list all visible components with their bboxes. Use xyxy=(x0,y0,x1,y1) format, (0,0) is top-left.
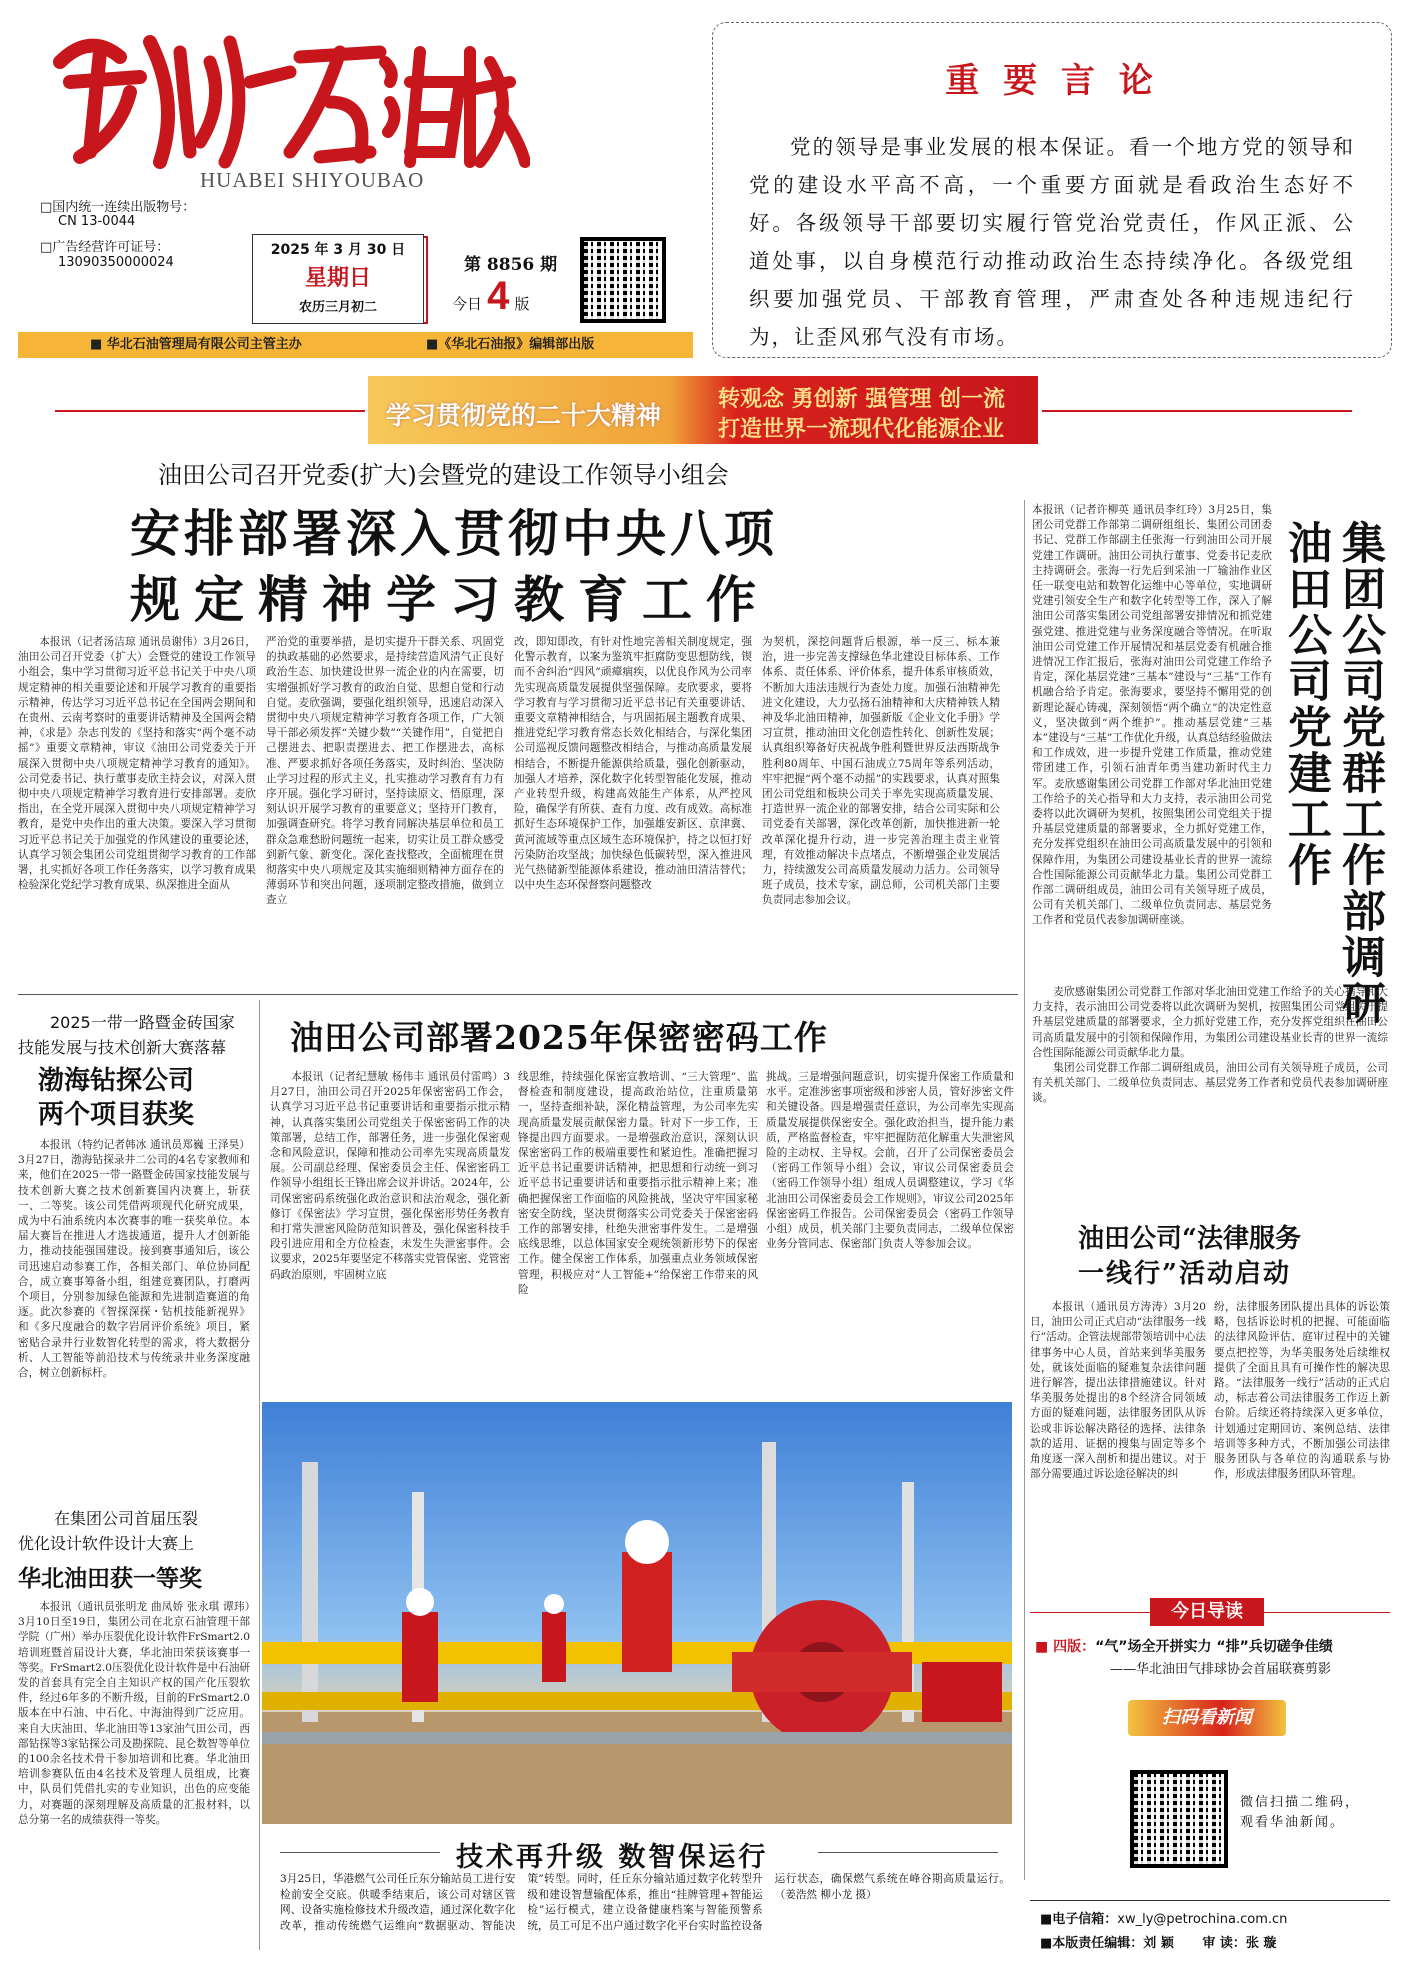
proof-label: 审 读： xyxy=(1202,1936,1246,1951)
guide-item[interactable] xyxy=(1035,1636,1395,1656)
award-subtitle-1: 在集团公司首届压裂 xyxy=(54,1509,199,1528)
award-title: 华北油田获一等奖 xyxy=(18,1565,202,1592)
guide-item-prefix: 四版： xyxy=(1053,1639,1096,1655)
footer-rule xyxy=(1030,1900,1390,1901)
quote-box xyxy=(712,22,1392,358)
lead-bottom-rule xyxy=(18,994,1018,995)
bohai-title-2: 两个项目获奖 xyxy=(38,1100,195,1130)
news-photo xyxy=(262,1402,1012,1824)
vertical-story-text: 本报讯（记者许柳英 通讯员李红玲）3月25日，集团公司党群工作部第二调研组组长、集团公司团委书记、党群工作部副主任张海一行到油田公司开展党建工作调研。油田公司执行董事、党委书记麦欣主持调研会。张海一行先后到采油一厂输油作业区任一联变电站和数智化运维中心等单位，实地调研党建引领安全生产和数字化转型等工作，深入了解油田公司落实集团公司党组部署安排情况和抓党建强党建、推进党建与业务深度融合等情况。在听取油田公司党建工作开展情况和基层党委有机融合推进情况工作汇报后，张海对油田公司党建工作给予肯定，深化基层党建“三基本”建设与“三基”工作有机融合给予肯定。张海要求，要坚持不懈用党的创新理论凝心铸魂，深刻领悟“两个确立”的决定性意义，坚决做到“两个维护”。推动基层党建“三基本”建设与“三基”工作优化升级，认真总结经验做法和工作成效，进一步提升党建工作质量，推动党建带团建工作，引领石油青年勇当建功新时代主力军。麦欣感谢集团公司党群工作部对华北油田党建工作给予的关心指导和大力支持，表示油田公司党委将以此次调研为契机，按照集团公司党组关于提升基层党建质量的部署要求，全力抓好党建工作，充分发挥党组织在油田公司高质量发展中的引领和保障作用，为集团公司建设基业长青的世界一流综合性国际能源公司贡献华北力量。集团公司党群工作部二调研组成员，油田公司有关领导班子成员，公司有关机关部门、二级单位负责同志、基层党务工作者和党员代表参加调研座谈。 xyxy=(1032,504,1272,927)
right-column-divider xyxy=(1024,500,1025,1880)
secrecy-column-2: 线思维，持续强化保密宣教培训、“三大管理”、监督检查和制度建设，提高政治站位，注重质量第一，坚持查细补缺，深化精益管理，为公司率先实现高质量发展贡献保密力量。针对下一步工作，王锋提出四方面要求。一是增强政治意识，深刻认识保密密码工作的极端重要性和紧迫性。准确把握习近平总书记重要讲话精神，把思想和行动统一到习近平总书记重要讲话和重要指示批示精神上来；准确把握保密工作面临的风险挑战，坚决守牢国家秘密安全防线，坚决贯彻落实公司党委关于保密密码工作的部署安排，杜绝失泄密事件发生。二是增强底线思维，以总体国家安全观统领新形势下的保密工作。健全保密工作体系，加强重点业务领域保密管理，积极应对“人工智能+”给保密工作带来的风险 xyxy=(518,1071,758,1296)
award-text: 本报讯（通讯员张明龙 曲凤娇 张永琪 谭玮）3月10日至19日，集团公司在北京石油管理干部学院（广州）举办压裂优化设计软件FrSmart2.0培训班暨首届设计大赛，华北油田荣获该赛事一等奖。FrSmart2.0压裂优化设计软件是中石油研发的首套具有完全自主知识产权的国产化压裂软件，经过6年多的不断升级，目前的FrSmart2.0版本在中石油、中石化、中海油得到广泛应用。来自大庆油田、华北油田等13家油气田公司，西部钻探等3家钻探公司及勘探院、昆仑数智等单位的100余名技术骨干参加培训和比赛。华北油田培训参赛队伍由4名技术及管理人员组成，比赛中，队员们凭借扎实的专业知识，出色的应变能力，对赛题的深刻理解及高质量的汇报材料，以总分第一名的成绩获得一等奖。 xyxy=(18,1601,250,1826)
photo-caption-text: 3月25日，华港燃气公司任丘东分输站员工进行安检前安全交底。供暖季结束后，该公司对辖区管网、设备实施检修技术升级改造，通过深化数字化改革，推动传统燃气运维向“数据驱动、智能决策”转型。同时，任丘东分输站通过数字化转型升级和建设智慧输配体系，推出“挂牌管理+智能运检”运行模式，建立设备健康档案与智能预警系统，员工可足不出户通过数字化平台实时监控设备运行状态，确保燃气系统在峰谷期高质量运行。 xyxy=(280,1873,1010,1932)
lead-title-1: 安排部署深入贯彻中央八项 xyxy=(130,505,778,563)
issue-date: 2025 年 3 月 30 日 xyxy=(270,242,406,258)
sponsor-bar xyxy=(18,332,693,358)
guide-item-sub: ——华北油田气排球协会首届联赛剪影 xyxy=(1110,1662,1332,1677)
quote-text: 党的领导是事业发展的根本保证。看一个地方党的领导和党的建设水平高不高，一个重要方面就是看政治生态好不好。各级领导干部要切实履行管党治党责任，作风正派、公道处事，以自身模范行动推动政治生态持续净化。各级党组织要加强党员、干部教育管理，严肃查处各种违规违纪行为，让歪风邪气没有市场。 xyxy=(749,135,1355,349)
weekday: 星期日 xyxy=(304,265,371,291)
lunar-date: 农历三月初二 xyxy=(298,300,377,315)
footer-editor xyxy=(1040,1932,1276,1951)
bohai-subtitle-1: 2025一带一路暨金砖国家 xyxy=(50,1013,235,1032)
proof-name: 张 璇 xyxy=(1245,1936,1277,1951)
masthead-logo-art xyxy=(50,22,530,172)
vertical-story-title-text: 集团公司党群工作部调研油田公司党建工作 xyxy=(1280,520,1385,1026)
vertical-story-tail: 麦欣感谢集团公司党群工作部对华北油田党建工作给予的关心指导和大力支持，表示油田公司党委将以此次调研为契机，按照集团公司党组关于提升基层党建质量的部署要求，全力抓好党建工作，充分发挥党组织在油田公司高质量发展中的引领和保障作用，为集团公司建设基业长青的世界一流综合性国际能源公司贡献华北力量。 xyxy=(1032,986,1388,1059)
banner-right-line2: 打造世界一流现代化能源企业 xyxy=(718,416,1005,442)
lead-column-3: 改，即知即改，有针对性地完善相关制度规定，强化警示教育，以案为鉴筑牢拒腐防变思想防线，锲而不舍纠治“四风”顽瘴痼疾，以优良作风为公司率先实现高质量发展提供坚强保障。麦欣要求，要将学习教育与学习贯彻习近平总书记有关重要讲话、重要文章精神相结合，与巩固拓展主题教育成果、推进党纪学习教育常态长效化相结合，与深化集团公司巡视反馈问题整改相结合，与推动高质量发展相结合，不断提升能源供给质量，强化创新驱动，加强人才培养，深化数字化转型智能化发展，推动产业转型升级，构建高效能生产体系，从严控风险，确保学有所获、查有力度、改有成效。高标准抓好生态环境保护工作，加强雄安新区、京津冀、黄河流域等重点区域生态环境保护，持之以恒打好污染防治攻坚战；加快绿色低碳转型，深入推进风光气热储新型能源体系建设，推动油田清洁替代；以中央生态环保督察问题整改 xyxy=(514,636,752,892)
secrecy-column-3: 挑战。三是增强问题意识，切实提升保密工作质量和水平。定准涉密事项密级和涉密人员，管好涉密文件和关键设备。四是增强责任意识，为公司率先实现高质量发展提供保密安全。强化政治担当，提升能力素质，严格监督检查，牢牢把握防范化解重大失泄密风险的主动权、主导权。会前，召开了公司保密委员会（密码工作领导小组）会议，审议公司保密委员会（密码工作领导小组）组成人员调整建议，学习《华北油田公司保密委员会工作规则》，审议公司2025年保密密码工作报告。公司保密委员会（密码工作领导小组）成员，机关部门主要负责同志，二级单位保密业务分管同志、保密部门负责人等参加会议。 xyxy=(766,1071,1014,1251)
bohai-text: 本报讯（特约记者韩冰 通讯员郑巍 王泽昊）3月27日，渤海钻探录井二公司的4名专家教师和来，他们在2025一带一路暨金砖国家技能发展与技术创新大赛之技术创新赛国内决赛上，斩获一、二等奖。该公司凭借两项现代化研究成果，成为中石油系统内本次赛事的唯一获奖单位。本届大赛旨在推进人才选拔通道，提升人才创新能力，推动技能强国建设。接到赛事通知后，该公司迅速启动参赛工作，各相关部门、单位协同配合，成立赛事筹备小组，组建竞赛团队，打磨两个项目，分别参加绿色能源和先进制造赛道的角逐。此次参赛的《智探深探・钻机技能新视界》和《多尺度融合的数字岩屑评价系统》项目，紧密贴合录井行业数智化转型的需求，将大数据分析、人工智能等前沿技术与传统录井业务深度融合，树立创新标杆。 xyxy=(18,1139,250,1380)
masthead-logo xyxy=(50,22,530,172)
scan-banner-text: 扫码看新闻 xyxy=(1162,1707,1252,1728)
guide-title: 今日导读 xyxy=(1150,1598,1264,1626)
vertical-story-title xyxy=(1278,520,1388,1040)
photo-caption-credit: （姜浩然 柳小龙 摄） xyxy=(774,1888,877,1901)
secrecy-title: 油田公司部署2025年保密密码工作 xyxy=(290,1018,828,1057)
ad-number: 13090350000024 xyxy=(58,255,174,270)
legal-column-1: 本报讯（通讯员方涛涛）3月20日，油田公司正式启动“法律服务一线行”活动。企管法规部带领培训中心法律事务中心人员，首站来到华美服务处，就该处面临的疑难复杂法律问题进行解答，提出法律措施建议。针对华美服务处提出的8个经济合同领域方面的疑难问题，法律服务团队从诉讼或非诉讼解决路径的选择、法律条款的适用、证据的搜集与固定等多个角度逐一深入剖析和提出建议。对于部分需要通过诉讼途径解决的纠 xyxy=(1030,1301,1206,1481)
banner-right-line1: 转观念 勇创新 强管理 创一流 xyxy=(718,386,1005,412)
legal-column-2: 纷，法律服务团队提出具体的诉讼策略，包括诉讼时机的把握、可能面临的法律风险评估、庭审过程中的关键要点把控等，为华美服务处后续维权提供了全面且具有可操作性的解决思路。“法律服务一线行”活动的正式启动，标志着公司法律服务工作迈上新台阶。后续还将持续深入更多单位，计划通过定期回访、案例总结、法律培训等多种方式，不断加强公司法律服务团队与各单位的沟通联系与协作，形成法律服务团队环管理。 xyxy=(1214,1301,1390,1481)
issue-number: 第 8856 期 xyxy=(464,255,558,275)
ad-label: □广告经营许可证号： xyxy=(40,240,170,255)
editor-label: ■本版责任编辑： xyxy=(1040,1936,1144,1951)
date-box-inner xyxy=(252,234,424,324)
pages-suffix: 版 xyxy=(514,295,530,313)
footer-email xyxy=(1040,1908,1287,1927)
email-label: ■电子信箱： xyxy=(1040,1912,1118,1927)
lead-subtitle: 油田公司召开党委(扩大)会暨党的建设工作领导小组会 xyxy=(158,461,729,489)
left-column-divider xyxy=(259,1000,260,1950)
photo-caption-rule-left xyxy=(280,1852,440,1853)
quote-title: 重 要 言 论 xyxy=(945,61,1159,101)
masthead-qr-code[interactable] xyxy=(580,237,666,323)
bohai-title-1: 渤海钻探公司 xyxy=(38,1066,195,1096)
photo-art xyxy=(262,1402,1012,1824)
vertical-story-attendees: 集团公司党群工作部二调研组成员，油田公司有关领导班子成员，公司有关机关部门、二级单位负责同志、基层党务工作者和党员代表参加调研座谈。 xyxy=(1032,1062,1388,1105)
pages-today xyxy=(452,274,529,319)
banner-left-text: 学习贯彻党的二十大精神 xyxy=(386,401,662,430)
lead-column-1: 本报讯（记者汤洁琼 通讯员谢伟）3月26日，油田公司召开党委（扩大）会暨党的建设工作领导小组会，集中学习贯彻习近平总书记关于中央八项规定精神的相关重要论述和开展学习教育的重要指示精神，传达学习习近平总书记在全国两会期间和在贵州、云南考察时的重要讲话精神及全国两会精神，《求是》杂志刊发的《坚持和落实“两个毫不动摇”》重要文章精神，审议《油田公司党委关于开展深入贯彻中央八项规定精神学习教育的通知》。公司党委书记、执行董事麦欣主持会议，对深入贯彻中央八项规定精神学习教育进行安排部署。麦欣指出，在全党开展深入贯彻中央八项规定精神学习教育，是党中央作出的重大决策。要深入学习贯彻习近平总书记关于加强党的作风建设的重要论述，认真学习领会集团公司党组贯彻学习教育的工作部署，扎实抓好各项工作任务落实，以学习教育成果检验深化党纪学习教育成果、纵深推进全面从 xyxy=(18,636,256,892)
guide-bullet-icon: ■ xyxy=(1035,1639,1054,1655)
bohai-subtitle-2: 技能发展与技术创新大赛落幕 xyxy=(18,1038,227,1057)
editor-name: 刘 颖 xyxy=(1143,1936,1174,1951)
cn-label: □国内统一连续出版物号： xyxy=(40,200,196,215)
banner-rule-left xyxy=(55,410,365,412)
masthead-pinyin: HUABEI SHIYOUBAO xyxy=(200,168,425,192)
cn-number: CN 13-0044 xyxy=(58,214,136,229)
lead-title-2: 规定精神学习教育工作 xyxy=(130,571,770,629)
photo-caption xyxy=(280,1872,1010,1968)
scan-instructions: 微信扫描二维码，观看华油新闻。 xyxy=(1240,1795,1361,1830)
vertical-story-text-2 xyxy=(1032,985,1388,1190)
award-subtitle-2: 优化设计软件设计大赛上 xyxy=(18,1534,195,1553)
news-qr-code[interactable] xyxy=(1130,1770,1228,1868)
guide-item-text: “气”场全开拼实力 “排”兵切磋争佳绩 xyxy=(1095,1639,1333,1655)
photo-caption-title: 技术再升级 数智保运行 xyxy=(456,1842,769,1873)
legal-title-1: 油田公司“法律服务 xyxy=(1078,1224,1301,1254)
legal-title-2: 一线行”活动启动 xyxy=(1078,1259,1291,1289)
banner xyxy=(368,376,1038,444)
pages-number: 4 xyxy=(487,274,510,318)
lead-column-2: 严治党的重要举措，是切实提升干群关系、巩固党的执政基础的必然要求，是持续营造风清气正良好政治生态、加快建设世界一流企业的内在需要，切实增强抓好学习教育的政治自觉、思想自觉和行动自觉。麦欣强调，要强化组织领导，迅速启动深入贯彻中央八项规定精神学习教育各项工作，广大领导干部必须发挥“关键少数”“关键作用”，自觉把自己摆进去、把职责摆进去、把工作摆进去，高标准、严要求抓好各项任务落实，及时纠治、坚决防止学习过程的形式主义，扎实推动学习教育有力有序开展。强化学习研讨，坚持读原文、悟原理，深刻认识开展学习教育的重要意义；坚持开门教育，加强调查研究。将学习教育同解决基层单位和员工群众急难愁盼问题统一起来，切实让员工群众感受到新气象、新变化。深化查找整改，全面梳理在贯彻落实中央八项规定及其实施细则精神方面存在的薄弱环节和突出问题，逐项制定整改措施，做到立查立 xyxy=(266,636,504,907)
pages-prefix: 今日 xyxy=(452,295,483,313)
lead-column-4: 为契机，深挖问题背后根源，举一反三、标本兼治，进一步完善支撑绿色华北建设目标体系、工作体系、责任体系、评价体系，提升体系审核质效，不断加大违法违规行为查处力度。加强石油精神先进文化建设，大力弘扬石油精神和大庆精神铁人精神及华北油田精神，加强新版《企业文化手册》学习宣贯，推动油田文化创造性转化、创新性发展；认真组织筹备好庆祝战争胜利暨世界反法西斯战争胜利80周年、中国石油成立75周年等系列活动，牢牢把握“两个毫不动摇”的实践要求，认真对照集团公司党组和板块公司关于率先实现高质量发展、打造世界一流企业的部署安排，结合公司实际和公司党委有关部署，深化改革创新，加快推进新一轮改革深化提升行动，进一步完善治理主责主业管理，有效推动解决卡点堵点，不断增强企业发展活力，持续激发公司高质量发展动力活力。公司领导班子成员，技术专家，副总师，公司机关部门主要负责同志参加会议。 xyxy=(762,636,1000,907)
banner-rule-right xyxy=(1042,410,1352,412)
scan-banner xyxy=(1128,1700,1286,1736)
email-address[interactable]: xw_ly@petrochina.com.cn xyxy=(1117,1912,1288,1927)
photo-caption-rule-right xyxy=(818,1852,998,1853)
editor-text: ■《华北石油报》编辑部出版 xyxy=(426,337,595,352)
secrecy-column-1: 本报讯（记者纪慧敏 杨伟丰 通讯员付雷鸣）3月27日，油田公司召开2025年保密密码工作会，认真学习习近平总书记重要讲话和重要指示批示精神，认真落实集团公司党组关于保密密码工作的决策部署，总结工作，部署任务，进一步强化保密观念和风险意识，保障和推动公司率先实现高质量发展。公司副总经理、保密委员会主任、保密密码工作领导小组组长王锋出席会议并讲话。2024年，公司保密密码系统强化政治意识和法治观念，强化新修订《保密法》学习宣贯，强化保密形势任务教育和打常失泄密风险防范知识普及，强化保密科技手段引进应用和全方位检查，未发生失泄密事件。会议要求，2025年要坚定不移落实党管保密、党管密码政治原则，牢固树立底 xyxy=(270,1071,510,1281)
sponsor-text: ■ 华北石油管理局有限公司主管主办 xyxy=(90,337,302,352)
